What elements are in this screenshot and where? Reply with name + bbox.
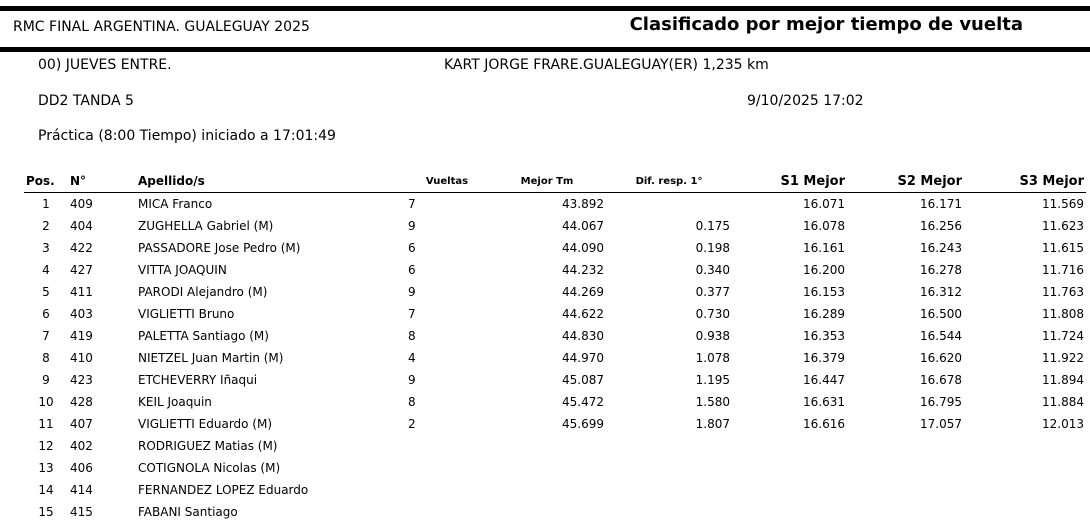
cell-num: 402 xyxy=(70,439,93,453)
cell-s1 xyxy=(732,479,847,501)
table-row xyxy=(24,281,1086,303)
cell-laps: 7 xyxy=(408,307,416,321)
cell-s2: 16.544 xyxy=(920,329,962,343)
cell-gap xyxy=(606,435,732,457)
cell-s3: 11.716 xyxy=(1042,263,1084,277)
cell-s2 xyxy=(847,501,964,523)
cell-gap xyxy=(606,457,732,479)
cell-num: 411 xyxy=(70,285,93,299)
table-row xyxy=(24,193,1086,216)
cell-s3: 11.724 xyxy=(1042,329,1084,343)
cell-s1: 16.616 xyxy=(803,417,845,431)
cell-best-time: 44.830 xyxy=(562,329,604,343)
cell-gap xyxy=(606,479,732,501)
cell-s3: 11.763 xyxy=(1042,285,1084,299)
cell-gap: 1.195 xyxy=(695,373,730,387)
cell-name: NIETZEL Juan Martin (M) xyxy=(138,351,284,365)
practice-info: Práctica (8:00 Tiempo) iniciado a 17:01:49 xyxy=(38,128,336,144)
table-row xyxy=(24,347,1086,369)
cell-num: 404 xyxy=(70,219,93,233)
table-row xyxy=(24,391,1086,413)
cell-pos: 1 xyxy=(42,197,50,211)
cell-gap: 0.175 xyxy=(695,219,730,233)
cell-name: PASSADORE Jose Pedro (M) xyxy=(138,241,301,255)
cell-laps: 4 xyxy=(408,351,416,365)
cell-s3 xyxy=(964,435,1086,457)
cell-s2 xyxy=(847,479,964,501)
cell-name: KEIL Joaquin xyxy=(138,395,212,409)
event-title: RMC FINAL ARGENTINA. GUALEGUAY 2025 xyxy=(13,19,310,35)
cell-s2: 16.678 xyxy=(920,373,962,387)
cell-s2: 16.171 xyxy=(920,197,962,211)
cell-gap xyxy=(606,193,732,216)
cell-s1: 16.447 xyxy=(803,373,845,387)
cell-best-time xyxy=(488,435,606,457)
table-header-row xyxy=(24,170,1086,193)
cell-best-time: 44.269 xyxy=(562,285,604,299)
cell-num: 423 xyxy=(70,373,93,387)
cell-pos: 14 xyxy=(38,483,54,497)
cell-laps: 9 xyxy=(408,373,416,387)
table-row xyxy=(24,325,1086,347)
cell-s3: 11.894 xyxy=(1042,373,1084,387)
cell-pos: 5 xyxy=(42,285,50,299)
cell-s1: 16.078 xyxy=(803,219,845,233)
cell-name: FABANI Santiago xyxy=(138,505,238,519)
cell-s2: 16.500 xyxy=(920,307,962,321)
cell-num: 410 xyxy=(70,351,93,365)
cell-s2: 16.620 xyxy=(920,351,962,365)
cell-num: 403 xyxy=(70,307,93,321)
cell-gap: 0.377 xyxy=(695,285,730,299)
cell-s1: 16.153 xyxy=(803,285,845,299)
cell-best-time: 44.067 xyxy=(562,219,604,233)
cell-best-time: 45.472 xyxy=(562,395,604,409)
cell-num: 422 xyxy=(70,241,93,255)
cell-best-time: 44.970 xyxy=(562,351,604,365)
cell-pos: 4 xyxy=(42,263,50,277)
cell-pos: 12 xyxy=(38,439,54,453)
cell-s3: 11.623 xyxy=(1042,219,1084,233)
cell-pos: 8 xyxy=(42,351,50,365)
category-name: DD2 TANDA 5 xyxy=(38,93,134,109)
cell-name: VIGLIETTI Bruno xyxy=(138,307,235,321)
cell-s2 xyxy=(847,457,964,479)
cell-pos: 13 xyxy=(38,461,54,475)
cell-best-time xyxy=(488,479,606,501)
cell-s3 xyxy=(964,457,1086,479)
header-bottom-rule xyxy=(0,47,1090,52)
table-row xyxy=(24,435,1086,457)
cell-pos: 2 xyxy=(42,219,50,233)
cell-laps xyxy=(406,501,488,523)
cell-num: 415 xyxy=(70,505,93,519)
cell-laps: 6 xyxy=(408,241,416,255)
cell-s1: 16.379 xyxy=(803,351,845,365)
cell-num: 414 xyxy=(70,483,93,497)
cell-laps xyxy=(406,435,488,457)
col-header-best: Mejor Tm xyxy=(488,170,606,193)
cell-s1 xyxy=(732,501,847,523)
cell-laps: 8 xyxy=(408,395,416,409)
report-title: Clasificado por mejor tiempo de vuelta xyxy=(629,14,1023,35)
session-datetime: 9/10/2025 17:02 xyxy=(747,93,864,109)
session-name: 00) JUEVES ENTRE. xyxy=(38,57,172,73)
cell-num: 406 xyxy=(70,461,93,475)
cell-laps xyxy=(406,457,488,479)
cell-gap: 1.078 xyxy=(695,351,730,365)
cell-laps xyxy=(406,479,488,501)
cell-name: FERNANDEZ LOPEZ Eduardo xyxy=(138,483,309,497)
cell-s1: 16.631 xyxy=(803,395,845,409)
cell-s2: 16.256 xyxy=(920,219,962,233)
results-body xyxy=(24,193,1086,524)
cell-laps: 9 xyxy=(408,285,416,299)
cell-num: 407 xyxy=(70,417,93,431)
cell-num: 409 xyxy=(70,197,93,211)
cell-s3: 12.013 xyxy=(1042,417,1084,431)
cell-laps: 9 xyxy=(408,219,416,233)
cell-pos: 6 xyxy=(42,307,50,321)
cell-name: ETCHEVERRY Iñaqui xyxy=(138,373,258,387)
cell-laps: 6 xyxy=(408,263,416,277)
col-header-s3: S3 Mejor xyxy=(964,170,1086,193)
results-table xyxy=(24,170,1086,523)
cell-pos: 7 xyxy=(42,329,50,343)
cell-pos: 10 xyxy=(38,395,54,409)
cell-pos: 3 xyxy=(42,241,50,255)
cell-s2: 17.057 xyxy=(920,417,962,431)
cell-best-time xyxy=(488,501,606,523)
cell-name: PALETTA Santiago (M) xyxy=(138,329,269,343)
cell-laps: 7 xyxy=(408,197,416,211)
header-top-rule xyxy=(0,6,1090,11)
col-header-s1: S1 Mejor xyxy=(732,170,847,193)
cell-gap: 0.938 xyxy=(695,329,730,343)
cell-s1: 16.353 xyxy=(803,329,845,343)
cell-s3: 11.569 xyxy=(1042,197,1084,211)
col-header-pos: Pos. xyxy=(24,170,68,193)
cell-gap: 0.340 xyxy=(695,263,730,277)
cell-laps: 2 xyxy=(408,417,416,431)
cell-s3: 11.808 xyxy=(1042,307,1084,321)
cell-s1: 16.161 xyxy=(803,241,845,255)
cell-pos: 9 xyxy=(42,373,50,387)
cell-best-time: 44.090 xyxy=(562,241,604,255)
cell-best-time: 45.087 xyxy=(562,373,604,387)
cell-s1: 16.289 xyxy=(803,307,845,321)
cell-s1 xyxy=(732,457,847,479)
table-row xyxy=(24,215,1086,237)
cell-gap: 0.730 xyxy=(695,307,730,321)
table-row xyxy=(24,501,1086,523)
cell-name: RODRIGUEZ Matias (M) xyxy=(138,439,278,453)
cell-name: COTIGNOLA Nicolas (M) xyxy=(138,461,281,475)
col-header-s2: S2 Mejor xyxy=(847,170,964,193)
cell-name: ZUGHELLA Gabriel (M) xyxy=(138,219,274,233)
cell-name: MICA Franco xyxy=(138,197,213,211)
cell-gap: 1.580 xyxy=(695,395,730,409)
cell-best-time xyxy=(488,457,606,479)
col-header-name: Apellido/s xyxy=(136,170,406,193)
cell-best-time: 44.622 xyxy=(562,307,604,321)
cell-best-time: 44.232 xyxy=(562,263,604,277)
table-row xyxy=(24,259,1086,281)
cell-num: 427 xyxy=(70,263,93,277)
cell-name: VIGLIETTI Eduardo (M) xyxy=(138,417,273,431)
cell-best-time: 43.892 xyxy=(562,197,604,211)
cell-name: VITTA JOAQUIN xyxy=(138,263,227,277)
col-header-laps: Vueltas xyxy=(406,170,488,193)
table-row xyxy=(24,237,1086,259)
cell-num: 419 xyxy=(70,329,93,343)
cell-s2: 16.278 xyxy=(920,263,962,277)
cell-pos: 15 xyxy=(38,505,54,519)
table-row xyxy=(24,457,1086,479)
cell-gap: 1.807 xyxy=(695,417,730,431)
col-header-dif: Dif. resp. 1° xyxy=(606,170,732,193)
table-row xyxy=(24,479,1086,501)
cell-best-time: 45.699 xyxy=(562,417,604,431)
cell-s2: 16.312 xyxy=(920,285,962,299)
cell-s3 xyxy=(964,479,1086,501)
cell-pos: 11 xyxy=(38,417,54,431)
cell-num: 428 xyxy=(70,395,93,409)
cell-s3: 11.884 xyxy=(1042,395,1084,409)
circuit-info: KART JORGE FRARE.GUALEGUAY(ER) 1,235 km xyxy=(444,57,769,73)
cell-gap: 0.198 xyxy=(695,241,730,255)
cell-gap xyxy=(606,501,732,523)
table-row xyxy=(24,303,1086,325)
cell-s3 xyxy=(964,501,1086,523)
cell-s1: 16.071 xyxy=(803,197,845,211)
table-row xyxy=(24,369,1086,391)
cell-s3: 11.615 xyxy=(1042,241,1084,255)
cell-s2: 16.243 xyxy=(920,241,962,255)
cell-s2 xyxy=(847,435,964,457)
cell-s3: 11.922 xyxy=(1042,351,1084,365)
table-row xyxy=(24,413,1086,435)
cell-laps: 8 xyxy=(408,329,416,343)
cell-s1: 16.200 xyxy=(803,263,845,277)
cell-s2: 16.795 xyxy=(920,395,962,409)
cell-s1 xyxy=(732,435,847,457)
cell-name: PARODI Alejandro (M) xyxy=(138,285,268,299)
col-header-num: N° xyxy=(68,170,136,193)
